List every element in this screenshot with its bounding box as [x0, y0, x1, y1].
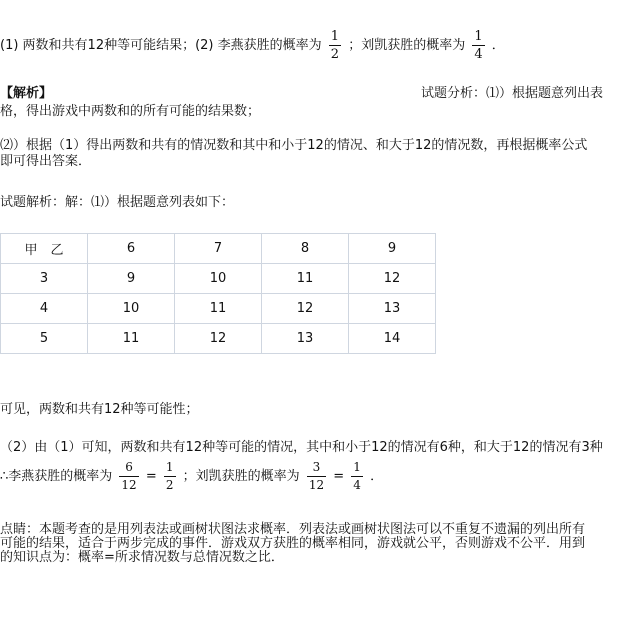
prob-end: ． [370, 469, 384, 484]
table-cell: 11 [175, 294, 262, 324]
table-cell: 12 [262, 294, 349, 324]
table-row [1, 264, 436, 294]
table-cell: 11 [88, 324, 175, 354]
table-cell: 13 [262, 324, 349, 354]
comment-line-1: 点睛：本题考查的是用列表法或画树状图法求概率．列表法或画树状图法可以不重复不遗漏的列出所有 [0, 522, 586, 537]
fraction-one-quarter: $\frac{1}{4}$ [474, 29, 483, 62]
table-cell: 4 [1, 294, 88, 324]
table-cell: 14 [349, 324, 436, 354]
fraction-one-quarter-2: $\frac{1}{4}$ [353, 460, 361, 492]
table-cell: 8 [262, 234, 349, 264]
table-cell: 6 [88, 234, 175, 264]
table-cell: 3 [1, 264, 88, 294]
table-cell: 甲 乙 [1, 234, 88, 264]
answer-line [0, 29, 505, 62]
table-cell: 7 [175, 234, 262, 264]
table-cell: 12 [175, 324, 262, 354]
table-cell: 9 [349, 234, 436, 264]
fraction-six-twelfths: $\frac{6}{12}$ [121, 460, 137, 492]
table-header-row [1, 234, 436, 264]
table-cell: 11 [262, 264, 349, 294]
conclusion-2: （2）由（1）可知，两数和共有12种等可能的情况，其中和小于12的情况有6种，和大于12的情况有3种 [0, 440, 603, 455]
analysis-line-2: 格，得出游戏中两数和的所有可能的结果数； [0, 104, 261, 119]
prob-prefix: ∴李燕获胜的概率为 [0, 469, 113, 484]
table-row [1, 294, 436, 324]
table-cell: 10 [175, 264, 262, 294]
comment-line-3: 的知识点为：概率=所求情况数与总情况数之比． [0, 550, 284, 565]
solution-intro: 试题解析：解：⑴）根据题意列表如下： [0, 195, 235, 210]
table-cell: 13 [349, 294, 436, 324]
answer-text: (1) 两数和共有12种等可能结果；(2) 李燕获胜的概率为 [0, 38, 322, 53]
conclusion-1: 可见，两数和共有12种等可能性； [0, 402, 199, 417]
sum-table [0, 233, 436, 354]
table-cell: 9 [88, 264, 175, 294]
analysis-line-3: ⑵）根据（1）得出两数和共有的情况数和其中和小于12的情况、和大于12的情况数，再根据概率公式 [0, 138, 588, 153]
analysis-line-4: 即可得出答案． [0, 154, 92, 169]
equals-sign: = [333, 469, 345, 484]
comment-line-2: 可能的结果，适合于两步完成的事件．游戏双方获胜的概率相同，游戏就公平，否则游戏不公平．用到 [0, 536, 586, 551]
analysis-heading: 【解析】 [0, 86, 53, 101]
probability-line [0, 460, 383, 493]
fraction-one-half-2: $\frac{1}{2}$ [165, 460, 174, 492]
table-cell: 12 [349, 264, 436, 294]
fraction-one-half: $\frac{1}{2}$ [330, 29, 340, 62]
equals-sign: = [145, 469, 157, 484]
answer-end: ． [491, 38, 505, 53]
table-cell: 10 [88, 294, 175, 324]
fraction-three-twelfths: $\frac{3}{12}$ [308, 460, 325, 492]
table-cell: 5 [1, 324, 88, 354]
analysis-right-text: 试题分析：⑴）根据题意列出表 [421, 86, 604, 101]
prob-mid: ；刘凯获胜的概率为 [182, 469, 300, 484]
table-row [1, 324, 436, 354]
answer-text-mid: ；刘凯获胜的概率为 [348, 38, 466, 53]
